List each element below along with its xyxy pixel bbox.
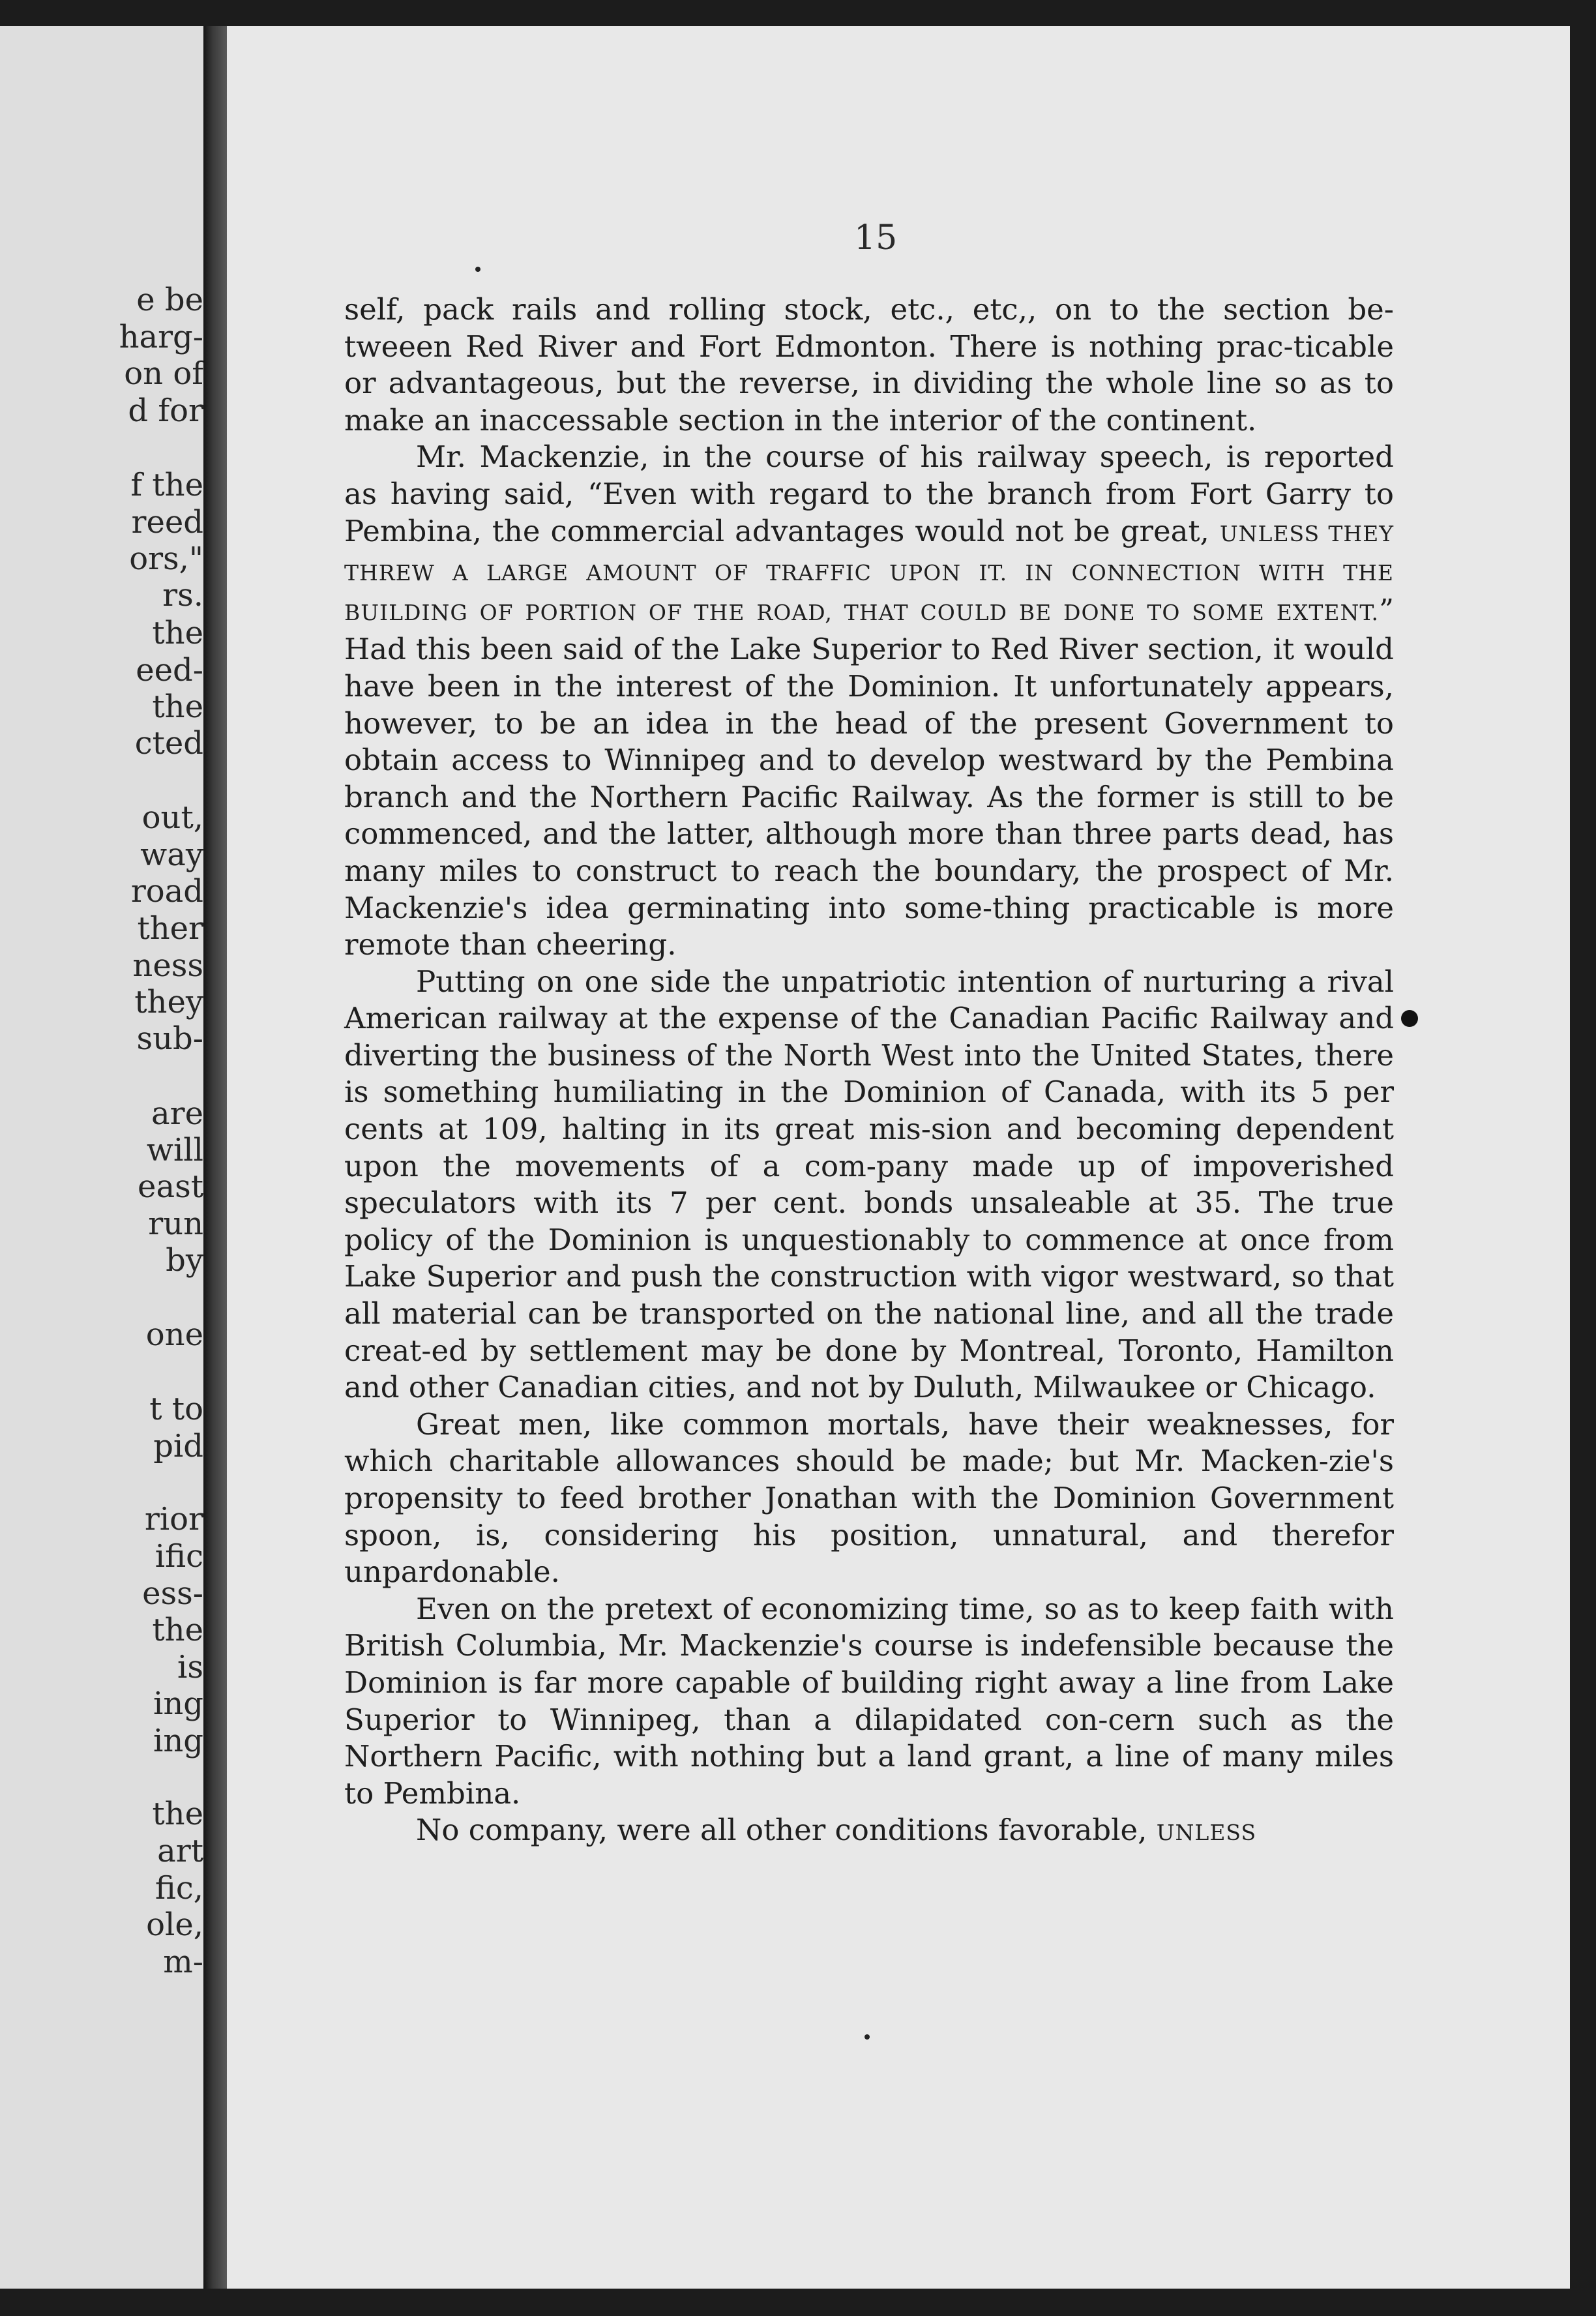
left-page-line: rior <box>144 1501 203 1537</box>
left-page-line: f the <box>130 467 203 503</box>
page-number: 15 <box>854 218 898 258</box>
left-page-line: fic, <box>155 1870 203 1907</box>
left-page-line: d for <box>128 393 203 429</box>
left-page-line: out, <box>141 799 203 836</box>
left-page-line: e be <box>136 282 203 318</box>
paragraph-text: self, pack rails and rolling stock, etc., etc,, on to the section be-tweeen Red River and Fort Edmonton. There is nothing prac-ticable or advantageous, but the reverse, in dividing the whole line so as to make an inaccessable section in the interior of the continent. <box>344 292 1394 438</box>
left-page-line: is <box>177 1649 203 1685</box>
left-page-line: ing <box>153 1685 203 1722</box>
small-caps-text: UNLESS THEY THREW A LARGE AMOUNT OF TRAFFIC UPON IT. IN CONNECTION WITH THE BUILDING OF PORTION OF THE ROAD, THAT COULD BE DONE TO SOME EXTENT. <box>344 520 1394 625</box>
left-page-line: art <box>157 1833 203 1869</box>
left-page-line: the <box>152 615 203 651</box>
paragraph-text: Great men, like common mortals, have their weaknesses, for which charitable allowances should be made; but Mr. Macken-zie's propensity to feed brother Jonathan with the Dominion Government spoon, is, considering his position, unnatural, and therefor unpardonable. <box>344 1406 1394 1590</box>
left-page-line: sub- <box>136 1020 203 1057</box>
paragraph-text: ” Had this been said of the Lake Superior to Red River section, it would have been in the interest of the Dominion. It unfortunately appears, however, to be an idea in the head of the present Government to obtain access to Winnipeg and to develop westward by the Pembina branch and the Northern Pacific Railway. As the former is still to be commenced, and the latter, although more than three parts dead, has many miles to construct to reach the boundary, the prospect of Mr. Mackenzie's idea germinating into some-thing practicable is more remote than cheering. <box>344 592 1394 962</box>
small-caps-text: UNLESS <box>1156 1820 1257 1846</box>
paragraph <box>344 1406 1394 1591</box>
body-text <box>344 291 1394 1852</box>
paragraph <box>344 1812 1394 1852</box>
paragraph <box>344 439 1394 963</box>
left-page-line: ing <box>153 1723 203 1759</box>
paragraph-text: No company, were all other conditions favorable, <box>416 1813 1157 1848</box>
paragraph-text: Even on the pretext of economizing time, so as to keep faith with British Columbia, Mr. Mackenzie's course is indefensible because the Dominion is far more capable of building right away a line from Lake Superior to Winnipeg, than a dilapidated con-cern such as the Northern Pacific, with nothing but a land grant, a line of many miles to Pembina. <box>344 1591 1394 1811</box>
left-page-line: way <box>140 837 203 873</box>
left-page-line: reed <box>131 504 203 541</box>
left-page-fragment <box>0 26 203 2289</box>
ink-blot <box>1401 1010 1418 1027</box>
left-page-line: t to <box>149 1391 203 1427</box>
left-page-line: by <box>166 1242 203 1279</box>
book-gutter <box>203 26 227 2289</box>
left-page-line: eed- <box>136 652 203 689</box>
left-page-line: rs. <box>162 577 203 614</box>
paragraph <box>344 964 1394 1406</box>
left-page-line: ific <box>155 1538 203 1575</box>
left-page-line: cted <box>134 725 203 762</box>
left-page-line: the <box>152 1796 203 1832</box>
paragraph-text: Mr. Mackenzie, in the course of his railway speech, is reported as having said, “Even with regard to the branch from Fort Garry to Pembina, the commercial advantages would not be great, <box>344 439 1394 548</box>
left-page-line: on of <box>124 355 203 392</box>
left-page-line: they <box>134 984 203 1020</box>
left-page-line: ther <box>137 910 203 947</box>
left-page-line: m- <box>163 1944 203 1980</box>
left-page-line: harg- <box>119 319 203 355</box>
left-page-line: pid <box>153 1428 203 1464</box>
left-page-line: will <box>146 1132 203 1168</box>
left-page-line: ness <box>132 947 203 984</box>
left-page-line: one <box>145 1316 203 1353</box>
left-page-line: ole, <box>146 1907 203 1943</box>
left-page-line: the <box>152 689 203 725</box>
left-page-line: ors," <box>129 541 203 577</box>
left-page-line: ess- <box>142 1575 203 1612</box>
ink-speck <box>864 2034 870 2040</box>
left-page-line: east <box>138 1168 203 1205</box>
paragraph-text: Putting on one side the unpatriotic intention of nurturing a rival American railway at the expense of the Canadian Pacific Railway and diverting the business of the North West into the United States, there is something humiliating in the Dominion of Canada, with its 5 per cents at 109, halting in its great mis-sion and becoming dependent upon the movements of a com-pany made up of impoverished speculators with its 7 per cent. bonds unsaleable at 35. The true policy of the Dominion is unquestionably to commence at once from Lake Superior and push the construction with vigor westward, so that all material can be transported on the national line, and all the trade creat-ed by settlement may be done by Montreal, Toronto, Hamilton and other Canadian cities, and not by Duluth, Milwaukee or Chicago. <box>344 964 1394 1405</box>
left-page-line: run <box>148 1206 203 1242</box>
paragraph <box>344 1591 1394 1813</box>
paragraph <box>344 291 1394 439</box>
ink-speck <box>475 267 480 272</box>
left-page-line: road <box>130 873 203 910</box>
left-page-line: the <box>152 1612 203 1648</box>
left-page-line: are <box>151 1095 203 1132</box>
